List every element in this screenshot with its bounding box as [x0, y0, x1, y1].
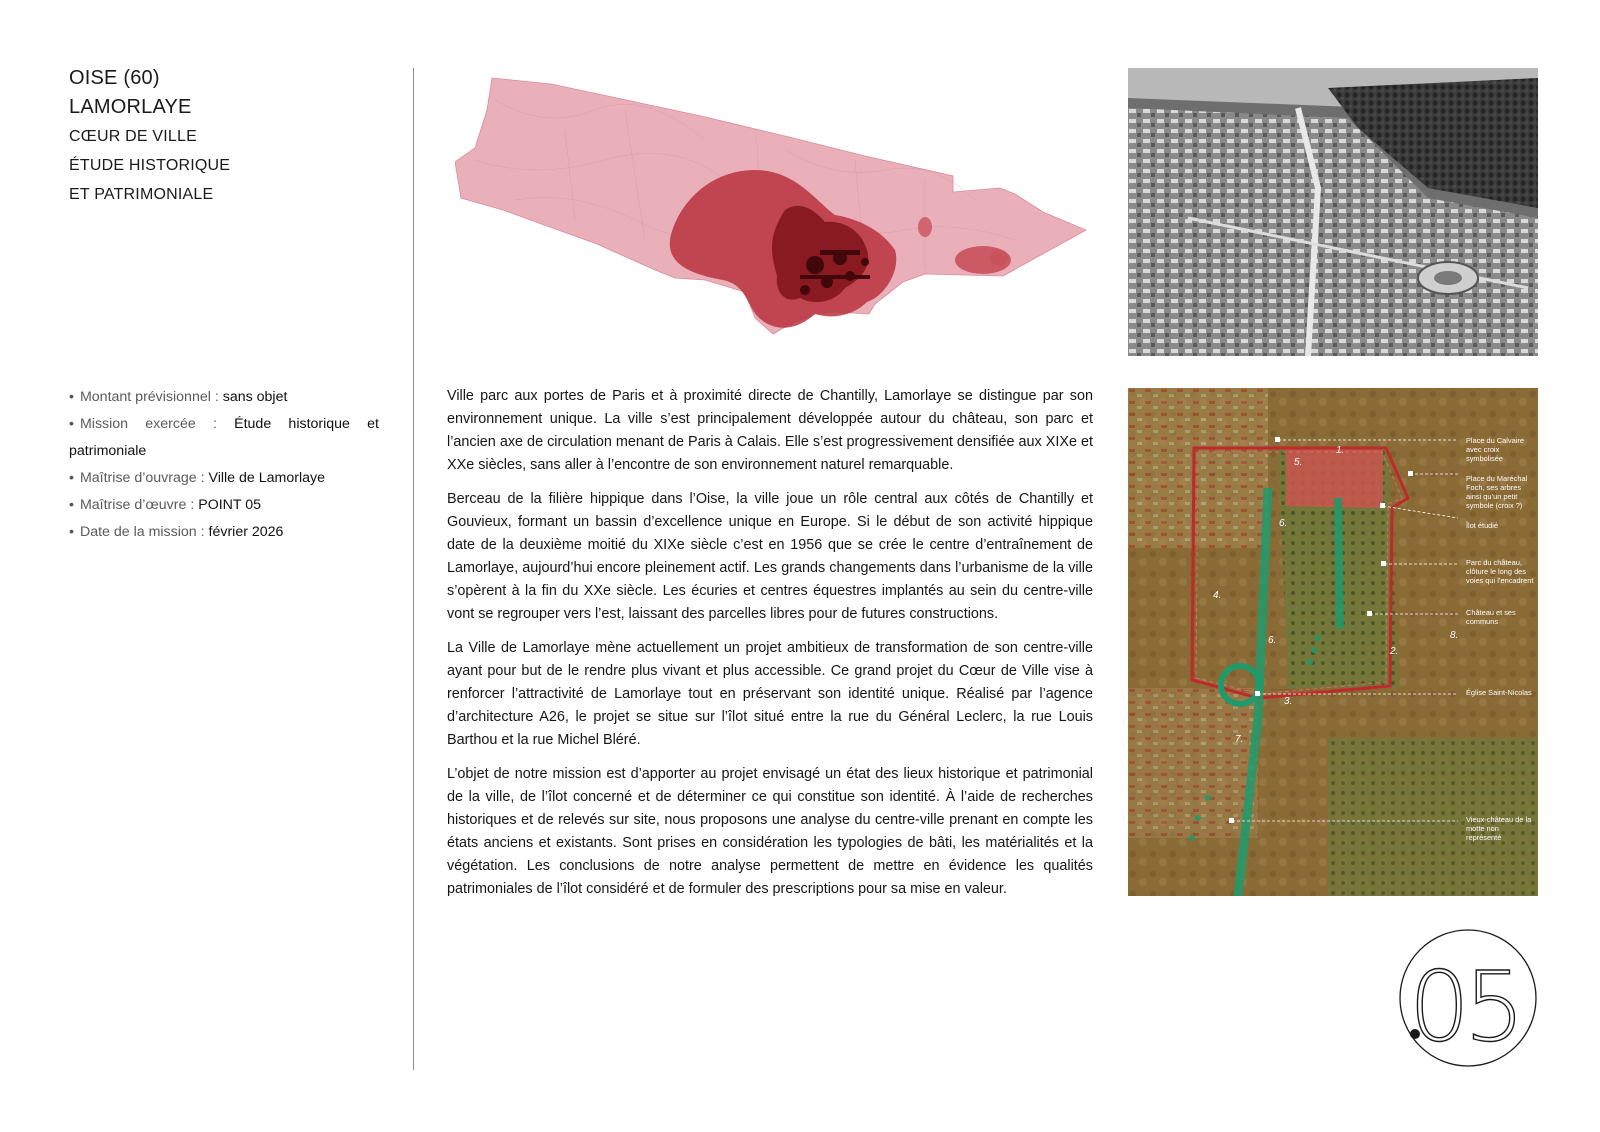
- detail-key: Mission exercée :: [79, 416, 217, 432]
- town-title: LAMORLAYE: [69, 96, 192, 118]
- plan-number: 2.: [1390, 646, 1399, 657]
- bullet-icon: •: [69, 389, 74, 405]
- plan-label-eglise: Église Saint-Nicolas: [1466, 688, 1532, 697]
- project-description: [447, 385, 1093, 912]
- plan-number: 5.: [1294, 457, 1303, 468]
- mission-details-list: [69, 384, 379, 546]
- plan-label-chateau: Château et ses communs: [1466, 608, 1516, 626]
- paragraph: Ville parc aux portes de Paris et à proximité directe de Chantilly, Lamorlaye se distingue par son environnement unique. La ville s’est principalement développée autour du château, son parc et l’ancien axe de circulation menant de Paris à Calais. Elle s’est progressivement densifiée aux XIXe et XXe siècles, sans aller à l’encontre de son environnement naturel remarquable.: [447, 388, 1093, 473]
- bullet-icon: •: [69, 524, 74, 540]
- historical-plan: [1128, 388, 1538, 896]
- subtitle-line-3: ET PATRIMONIALE: [69, 186, 214, 203]
- detail-key: Maîtrise d’ouvrage :: [79, 470, 205, 486]
- hamlet-area: [990, 250, 1008, 266]
- plan-label-parc: Parc du château, clôture le long des voies qui l’encadrent: [1466, 558, 1534, 585]
- detail-value: sans objet: [222, 389, 288, 405]
- project-title-block: [69, 64, 389, 209]
- plan-label-ilot: Îlot étudié: [1466, 521, 1499, 530]
- plan-number: 1.: [1336, 445, 1345, 456]
- point05-logo: [1398, 928, 1538, 1068]
- detail-key: Montant prévisionnel :: [79, 389, 219, 405]
- plan-label-calvaire: Place du Calvaire avec croix symbolisée: [1466, 436, 1524, 463]
- plan-number: 3.: [1284, 696, 1293, 707]
- plan-label-vieux-chateau: Vieux-château de la motte non représenté: [1466, 815, 1532, 842]
- plan-number: 7.: [1235, 734, 1244, 745]
- bullet-icon: •: [69, 497, 74, 513]
- plan-number: 8.: [1450, 630, 1459, 641]
- list-item: [69, 519, 379, 546]
- subtitle-line-1: CŒUR DE VILLE: [69, 128, 197, 145]
- tree-alignment: [1338, 498, 1340, 628]
- detail-value: février 2026: [208, 524, 284, 540]
- list-item: [69, 411, 379, 465]
- detail-key: Maîtrise d’œuvre :: [79, 497, 195, 513]
- plan-number: 4.: [1213, 590, 1222, 601]
- hamlet-area: [918, 217, 932, 237]
- plan-label-foch: Place du Maréchal Foch, ses arbres ainsi qu’un petit symbole (croix ?): [1466, 474, 1528, 510]
- paragraph: Berceau de la filière hippique dans l’Oise, la ville joue un rôle central aux côtés de Chantilly et Gouvieux, formant un bassin d’excellence unique en Europe. Si le début de son activité hippique date de la deuxième moitié du XIXe siècle c’est en 1956 que se crée le centre d’entraînement de Lamorlaye, aujourd’hui encore pleinement actif. Les grands changements dans l’urbanisme de la ville s’opèrent à la fin du XXe siècle. Les écuries et centres équestres implantés au sein du centre-ville vont se regrouper vers l’est, laissant des parcelles libres pour de futures constructions.: [447, 491, 1093, 622]
- detail-value: Ville de Lamorlaye: [208, 470, 325, 486]
- paragraph: L’objet de notre mission est d’apporter au projet envisagé un état des lieux historique et patrimonial de la ville, de l’îlot concerné et de déterminer ce qui constitue son identité. À l’aide de recherches historiques et de relevés sur site, nous proposons une analyse du centre-ville prenant en compte les états anciens et existants. Sont prises en considération les typologies de bâti, les matérialités et la végétation. Les conclusions de notre analyse permettent de mettre en évidence les qualités patrimoniales de l’îlot considéré et de formuler des prescriptions pour sa mise en valeur.: [447, 766, 1093, 897]
- plan-number: 6.: [1268, 635, 1277, 646]
- list-item: [69, 465, 379, 492]
- list-item: [69, 384, 379, 411]
- detail-value: Étude historique et patrimoniale: [69, 416, 379, 459]
- column-divider: [413, 68, 414, 1070]
- department-title: OISE (60): [69, 67, 160, 89]
- bullet-icon: •: [69, 416, 74, 432]
- detail-key: Date de la mission :: [79, 524, 205, 540]
- aerial-photograph: [1128, 68, 1538, 356]
- list-item: [69, 492, 379, 519]
- paragraph: La Ville de Lamorlaye mène actuellement un projet ambitieux de transformation de son centre-ville ayant pour but de le rendre plus vivant et plus accessible. Ce grand projet du Cœur de Ville vise à renforcer l’attractivité de Lamorlaye tout en préservant son identité unique. Réalisé par l’agence d’architecture A26, le projet se situe sur l’îlot situé entre la rue du Général Leclerc, la rue Louis Barthou et la rue Michel Bléré.: [447, 640, 1093, 748]
- plan-number: 6.: [1279, 518, 1288, 529]
- logo-text: 05: [1408, 951, 1520, 1063]
- town-territory-map: [455, 70, 1091, 352]
- subtitle-line-2: ÉTUDE HISTORIQUE: [69, 157, 231, 174]
- detail-value: POINT 05: [198, 497, 262, 513]
- bullet-icon: •: [69, 470, 74, 486]
